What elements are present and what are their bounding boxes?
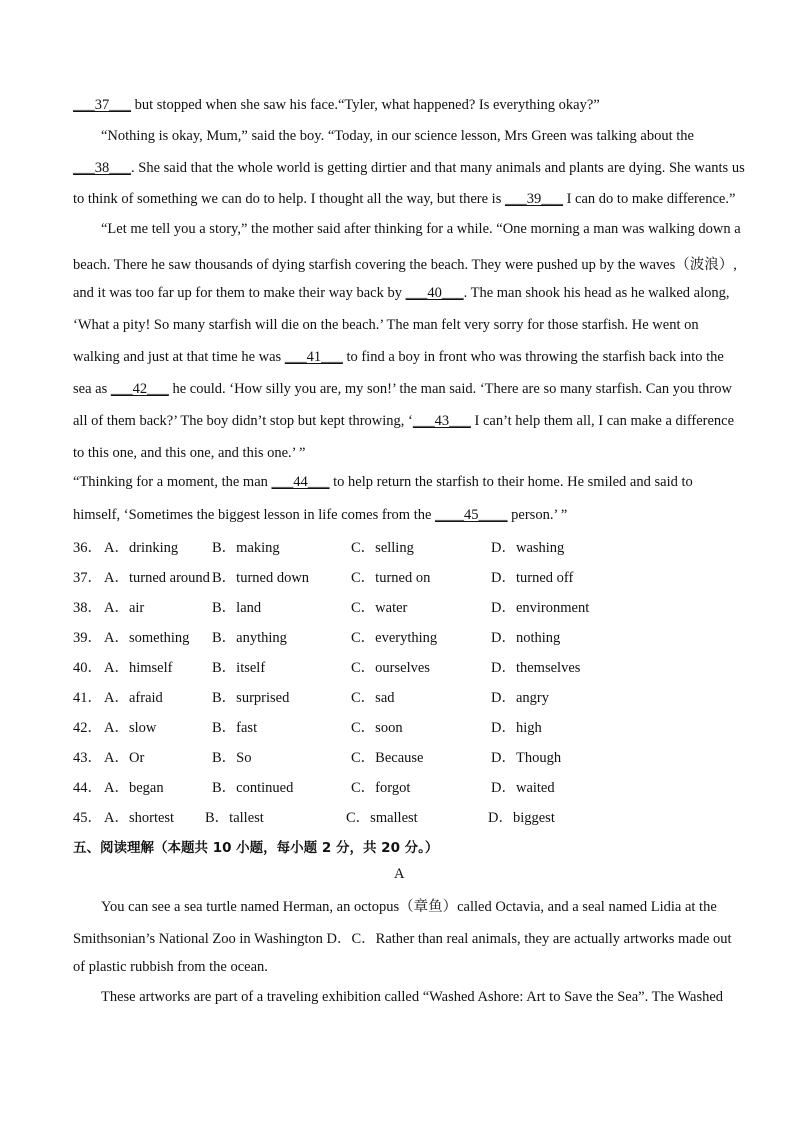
- option-b[interactable]: B．turned down: [212, 570, 310, 586]
- passage-line: [73, 160, 745, 177]
- question-number: 40．: [73, 660, 102, 676]
- passage-line: [73, 381, 732, 398]
- blank-41: ___41___: [284, 349, 343, 365]
- reading-line: These artworks are part of a traveling exhibition called “Washed Ashore: Art to Save the Sea”. The Washed: [101, 989, 724, 1005]
- blank-37: ___37___: [73, 97, 131, 113]
- passage-line: “Let me tell you a story,” the mother said after thinking for a while. “One morning a man was walking down a: [101, 221, 741, 237]
- option-a[interactable]: A．slow: [104, 720, 157, 736]
- passage-line: [73, 285, 730, 302]
- passage-line: [73, 191, 735, 208]
- option-d[interactable]: D．Though: [491, 750, 562, 766]
- passage-line: [73, 97, 600, 114]
- passage-text: to help return the starfish to their home. He smiled and said to: [329, 474, 693, 490]
- passage-text: I can do to make difference.”: [562, 191, 736, 207]
- option-a[interactable]: A．began: [104, 780, 164, 796]
- option-b[interactable]: B．making: [212, 540, 280, 556]
- passage-line: [73, 413, 734, 430]
- option-c[interactable]: C．turned on: [351, 570, 431, 586]
- option-d[interactable]: D．environment: [491, 600, 590, 616]
- option-a[interactable]: A．afraid: [104, 690, 163, 706]
- passage-text: . The man shook his head as he walked along,: [463, 285, 730, 301]
- passage-text: person.’ ”: [507, 507, 568, 523]
- passage-line: [73, 507, 567, 524]
- option-d[interactable]: D．biggest: [488, 810, 555, 826]
- option-c[interactable]: C．forgot: [351, 780, 411, 796]
- blank-44: ___44___: [271, 474, 330, 490]
- section-heading: 五、阅读理解（本题共 10 小题，每小题 2 分，共 20 分。）: [73, 840, 439, 856]
- passage-text: walking and just at that time he was: [73, 349, 285, 365]
- passage-text: I can’t help them all, I can make a difference: [470, 413, 735, 429]
- passage-text: he could. ‘How silly you are, my son!’ the man said. ‘There are so many starfish. Can you throw: [168, 381, 732, 397]
- reading-line: You can see a sea turtle named Herman, an octopus（章鱼）called Octavia, and a seal named Lidia at the: [101, 899, 717, 915]
- question-number: 41．: [73, 690, 102, 706]
- option-c[interactable]: C．smallest: [346, 810, 418, 826]
- option-a[interactable]: A．turned around: [104, 570, 210, 586]
- reading-line: Smithsonian’s National Zoo in Washington D．C．Rather than real animals, they are actually artworks made out: [73, 931, 732, 947]
- option-d[interactable]: D．waited: [491, 780, 555, 796]
- part-label: A: [394, 866, 405, 882]
- passage-text: but stopped when she saw his face.“Tyler, what happened? Is everything okay?”: [131, 97, 600, 113]
- option-b[interactable]: B．anything: [212, 630, 287, 646]
- option-b[interactable]: B．continued: [212, 780, 294, 796]
- passage-line: [73, 474, 693, 491]
- option-a[interactable]: A．something: [104, 630, 190, 646]
- passage-line: ‘What a pity! So many starfish will die on the beach.’ The man felt very sorry for those starfish. He went on: [73, 317, 699, 333]
- option-c[interactable]: C．everything: [351, 630, 438, 646]
- passage-line: “Nothing is okay, Mum,” said the boy. “Today, in our science lesson, Mrs Green was talking about the: [101, 128, 694, 144]
- passage-text: . She said that the whole world is getting dirtier and that many animals and plants are dying. She wants us: [131, 160, 745, 176]
- blank-40: ___40___: [405, 285, 464, 301]
- passage-text: to think of something we can do to help. I thought all the way, but there is: [73, 191, 505, 207]
- blank-38: ___38___: [73, 160, 131, 176]
- passage-text: “Thinking for a moment, the man: [73, 474, 272, 490]
- blank-43: ___43___: [412, 413, 471, 429]
- option-d[interactable]: D．washing: [491, 540, 565, 556]
- passage-line: to this one, and this one, and this one.’ ”: [73, 445, 306, 461]
- blank-39: ___39___: [504, 191, 563, 207]
- question-number: 45．: [73, 810, 102, 826]
- option-c[interactable]: C．ourselves: [351, 660, 430, 676]
- passage-text: sea as: [73, 381, 111, 397]
- option-d[interactable]: D．themselves: [491, 660, 581, 676]
- passage-line: beach. There he saw thousands of dying starfish covering the beach. They were pushed up by the waves（波浪）,: [73, 257, 737, 273]
- option-c[interactable]: C．Because: [351, 750, 424, 766]
- option-b[interactable]: B．fast: [212, 720, 258, 736]
- passage-text: himself, ‘Sometimes the biggest lesson in life comes from the: [73, 507, 436, 523]
- option-c[interactable]: C．selling: [351, 540, 414, 556]
- question-number: 43．: [73, 750, 102, 766]
- option-b[interactable]: B．itself: [212, 660, 266, 676]
- option-b[interactable]: B．land: [212, 600, 262, 616]
- passage-text: all of them back?’ The boy didn’t stop but kept throwing, ‘: [73, 413, 413, 429]
- reading-line: of plastic rubbish from the ocean.: [73, 959, 268, 975]
- option-b[interactable]: B．tallest: [205, 810, 264, 826]
- option-d[interactable]: D．nothing: [491, 630, 561, 646]
- question-number: 36．: [73, 540, 102, 556]
- question-number: 38．: [73, 600, 102, 616]
- option-c[interactable]: C．water: [351, 600, 408, 616]
- blank-45: ____45____: [435, 507, 508, 523]
- passage-line: [73, 349, 724, 366]
- option-a[interactable]: A．drinking: [104, 540, 179, 556]
- option-a[interactable]: A．Or: [104, 750, 145, 766]
- option-a[interactable]: A．air: [104, 600, 145, 616]
- blank-42: ___42___: [110, 381, 169, 397]
- option-d[interactable]: D．turned off: [491, 570, 574, 586]
- question-number: 39．: [73, 630, 102, 646]
- option-d[interactable]: D．high: [491, 720, 542, 736]
- option-a[interactable]: A．himself: [104, 660, 173, 676]
- option-c[interactable]: C．soon: [351, 720, 403, 736]
- option-b[interactable]: B．So: [212, 750, 252, 766]
- option-a[interactable]: A．shortest: [104, 810, 175, 826]
- option-d[interactable]: D．angry: [491, 690, 549, 706]
- option-b[interactable]: B．surprised: [212, 690, 290, 706]
- option-c[interactable]: C．sad: [351, 690, 395, 706]
- question-number: 44．: [73, 780, 102, 796]
- passage-text: and it was too far up for them to make their way back by: [73, 285, 406, 301]
- question-number: 37．: [73, 570, 102, 586]
- question-number: 42．: [73, 720, 102, 736]
- passage-text: to find a boy in front who was throwing the starfish back into the: [342, 349, 724, 365]
